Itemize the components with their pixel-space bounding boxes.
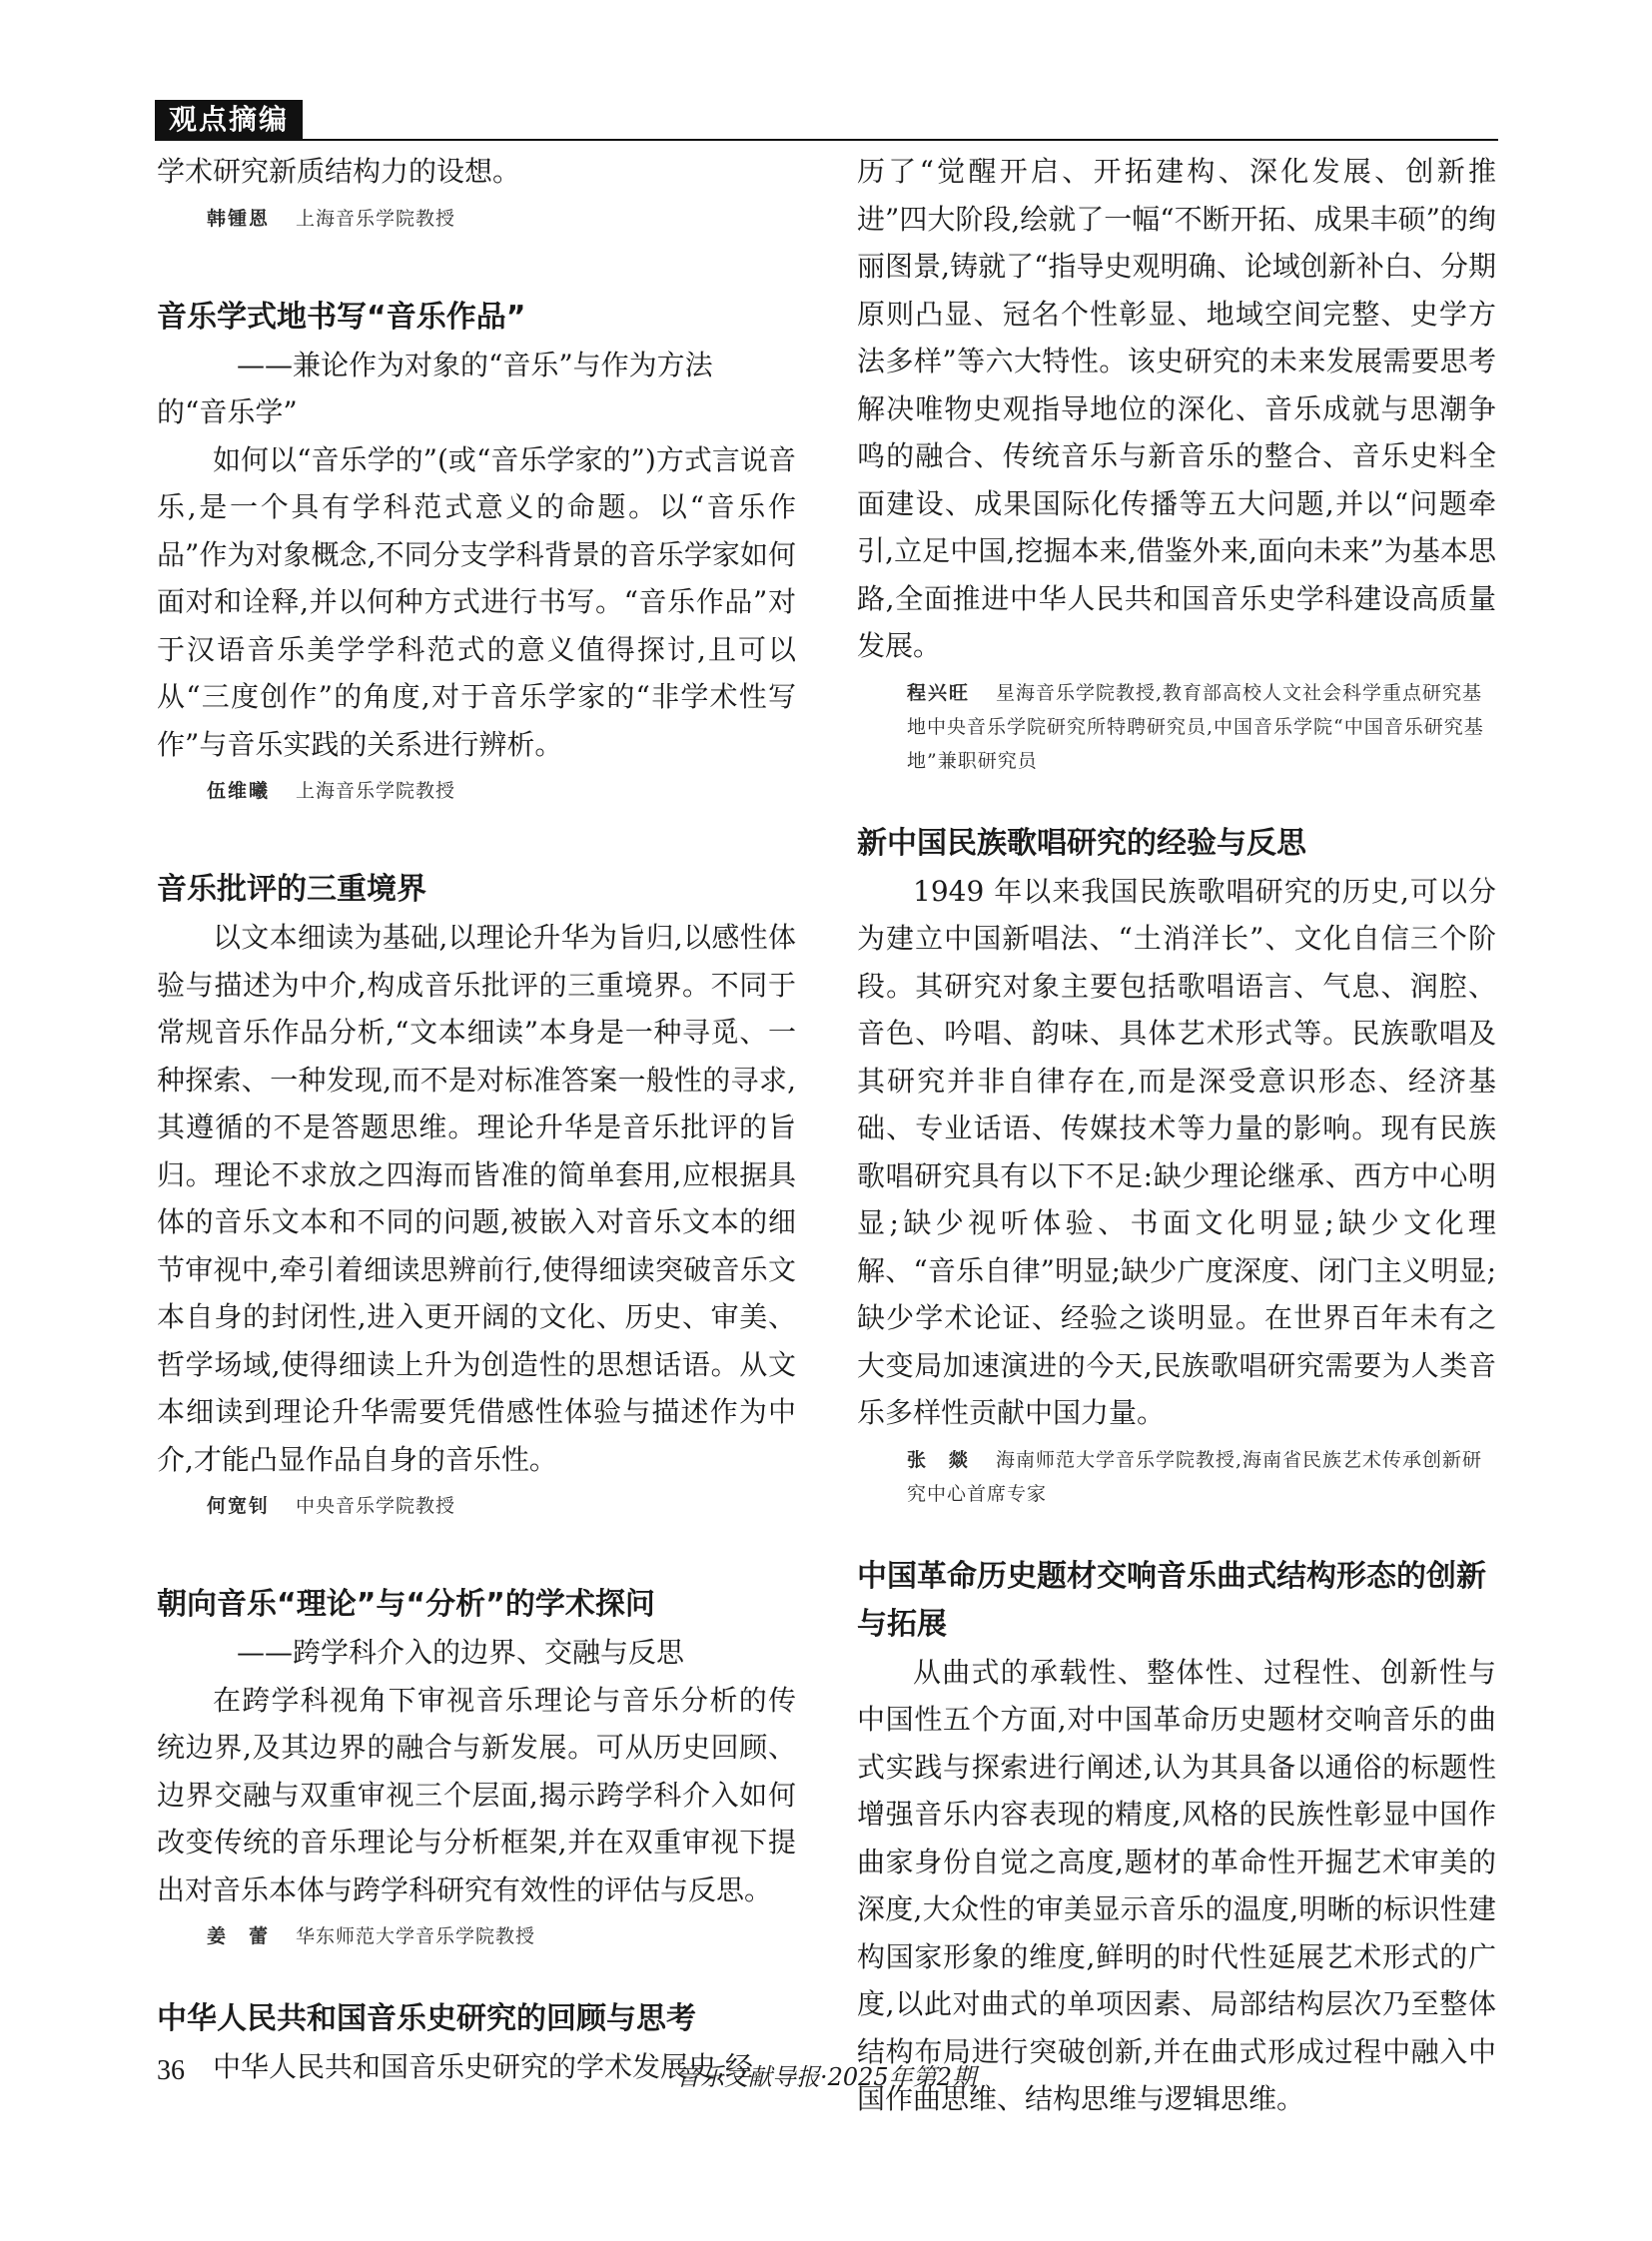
journal-footer: 音乐文献导报·2025年第2期 (676, 2063, 976, 2091)
author-name: 何宽钊 (207, 1495, 271, 1517)
author-name: 伍维曦 (207, 780, 271, 802)
header-rule (155, 139, 1498, 141)
section-title: 朝向音乐“理论”与“分析”的学术探问 (157, 1587, 655, 1622)
right-column (857, 148, 1496, 2123)
section-subtitle: ——兼论作为对象的“音乐”与作为方法 (237, 348, 713, 381)
author-affiliation: 上海音乐学院教授 (296, 780, 456, 802)
section-subtitle: ——跨学科介入的边界、交融与反思 (237, 1636, 685, 1669)
author-affiliation: 海南师范大学音乐学院教授,海南省民族艺术传承创新研究中心首席专家 (907, 1448, 1483, 1505)
section-body: 以文本细读为基础,以理论升华为旨归,以感性体验与描述为中介,构成音乐批评的三重境界。不同于常规音乐作品分析,“文本细读”本身是一种寻觅、一种探索、一种发现,而不是对标准答案一般性的寻求,其遵循的不是答题思维。理论升华是音乐批评的旨归。理论不求放之四海而皆准的简单套用,应根据具体的音乐文本和不同的问题,被嵌入对音乐文本的细节审视中,牵引着细读思辨前行,使得细读突破音乐文本自身的封闭性,进入更开阔的文化、历史、审美、哲学场域,使得细读上升为创造性的思想话语。从文本细读到理论升华需要凭借感性体验与描述作为中介,才能凸显作品自身的音乐性。 (157, 921, 796, 1476)
section-body: 从曲式的承载性、整体性、过程性、创新性与中国性五个方面,对中国革命历史题材交响音乐的曲式实践与探索进行阐述,认为其具备以通俗的标题性增强音乐内容表现的精度,风格的民族性彰显中国作曲家身份自觉之高度,题材的革命性开掘艺术审美的深度,大众性的审美显示音乐的温度,明晰的标识性建构国家形象的维度,鲜明的时代性延展艺术形式的广度,以此对曲式的单项因素、局部结构层次乃至整体结构布局进行突破创新,并在曲式形成过程中融入中国作曲思维、结构思维与逻辑思维。 (857, 1655, 1496, 2115)
page-number: 36 (157, 2055, 185, 2086)
section-body: 在跨学科视角下审视音乐理论与音乐分析的传统边界,及其边界的融合与新发展。可从历史回顾、边界交融与双重审视三个层面,揭示跨学科介入如何改变传统的音乐理论与分析框架,并在双重审视下提出对音乐本体与跨学科研究有效性的评估与反思。 (157, 1683, 796, 1906)
section-body-start: 中华人民共和国音乐史研究的学术发展史,经 (213, 2050, 753, 2083)
section-title: 音乐批评的三重境界 (157, 872, 426, 907)
intro-line: 学术研究新质结构力的设想。 (157, 155, 521, 188)
author-name: 张 燚 (907, 1448, 971, 1471)
author-name: 姜 蕾 (207, 1925, 271, 1947)
section-author (857, 1443, 1496, 1511)
author-name: 程兴旺 (907, 681, 971, 704)
author-affiliation: 星海音乐学院教授,教育部高校人文社会科学重点研究基地中央音乐学院研究所特聘研究员,中国音乐学院“中国音乐研究基地”兼职研究员 (907, 681, 1484, 772)
section-title: 中国革命历史题材交响音乐曲式结构形态的创新与拓展 (857, 1558, 1486, 1642)
section-author (157, 774, 796, 808)
section-author (157, 1919, 796, 1953)
section-title: 音乐学式地书写“音乐作品” (157, 299, 526, 335)
left-column (157, 148, 796, 2091)
section-author (157, 1489, 796, 1523)
section-title: 中华人民共和国音乐史研究的回顾与思考 (157, 2001, 696, 2036)
author-affiliation: 中央音乐学院教授 (296, 1495, 456, 1517)
section-author (857, 676, 1496, 778)
section-title: 新中国民族歌唱研究的经验与反思 (857, 825, 1306, 861)
section-header-tag: 观点摘编 (155, 100, 303, 140)
section-subtitle-cont: 的“音乐学” (157, 395, 298, 428)
section-body: 如何以“音乐学的”(或“音乐学家的”)方式言说音乐,是一个具有学科范式意义的命题。以“音乐作品”作为对象概念,不同分支学科背景的音乐学家如何面对和诠释,并以何种方式进行书写。“音乐作品”对于汉语音乐美学学科范式的意义值得探讨,且可以从“三度创作”的角度,对于音乐学家的“非学术性写作”与音乐实践的关系进行辨析。 (157, 442, 796, 761)
section-body-continued: 历了“觉醒开启、开拓建构、深化发展、创新推进”四大阶段,绘就了一幅“不断开拓、成果丰硕”的绚丽图景,铸就了“指导史观明确、论域创新补白、分期原则凸显、冠名个性彰显、地域空间完整、史学方法多样”等六大特性。该史研究的未来发展需要思考解决唯物史观指导地位的深化、音乐成就与思潮争鸣的融合、传统音乐与新音乐的整合、音乐史料全面建设、成果国际化传播等五大问题,并以“问题牵引,立足中国,挖掘本来,借鉴外来,面向未来”为基本思路,全面推进中华人民共和国音乐史学科建设高质量发展。 (857, 155, 1496, 662)
author-affiliation: 上海音乐学院教授 (296, 207, 456, 230)
author-name: 韩锺恩 (207, 207, 271, 230)
intro-author (157, 202, 796, 236)
author-affiliation: 华东师范大学音乐学院教授 (296, 1925, 536, 1947)
section-body: 1949 年以来我国民族歌唱研究的历史,可以分为建立中国新唱法、“土消洋长”、文化自信三个阶段。其研究对象主要包括歌唱语言、气息、润腔、音色、吟唱、韵味、具体艺术形式等。民族歌唱及其研究并非自律存在,而是深受意识形态、经济基础、专业话语、传媒技术等力量的影响。现有民族歌唱研究具有以下不足:缺少理论继承、西方中心明显;缺少视听体验、书面文化明显;缺少文化理解、“音乐自律”明显;缺少广度深度、闭门主义明显;缺少学术论证、经验之谈明显。在世界百年未有之大变局加速演进的今天,民族歌唱研究需要为人类音乐多样性贡献中国力量。 (857, 874, 1496, 1429)
